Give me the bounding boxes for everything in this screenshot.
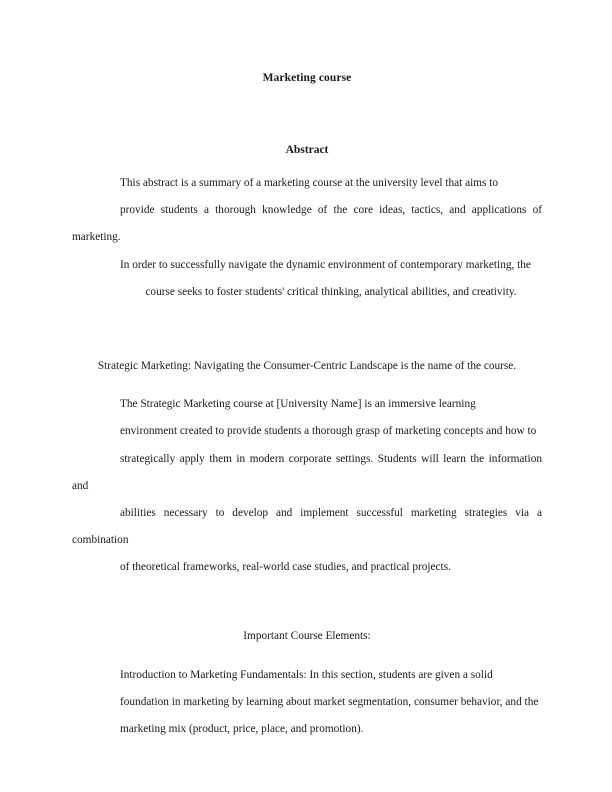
spacer-after-elements-heading (72, 650, 542, 662)
course-description-line-5: of theoretical frameworks, real-world case studies, and practical projects. (120, 561, 451, 574)
abstract-line-2: provide students a thorough knowledge of the core ideas, tactics, and applications of marketing. (72, 204, 542, 244)
course-title-paragraph (72, 353, 542, 380)
course-elements-line-2: foundation in marketing by learning about market segmentation, consumer behavior, and the (120, 696, 539, 709)
document-body (72, 0, 542, 743)
course-description-line-1: The Strategic Marketing course at [University Name] is an immersive learning (120, 398, 476, 411)
abstract-line-1: This abstract is a summary of a marketing course at the university level that aims to (120, 177, 499, 189)
section-heading-course-elements: Important Course Elements: (243, 629, 371, 642)
spacer-after-abstract-heading (72, 157, 542, 170)
course-elements-line-3: marketing mix (product, price, place, and promotion). (120, 723, 364, 736)
page-title: Marketing course (262, 72, 352, 84)
course-description-line-4: abilities necessary to develop and implement successful marketing strategies via a combination (72, 507, 542, 547)
abstract-paragraph (72, 170, 542, 306)
course-title-line-1: Strategic Marketing: Navigating the Consumer-Centric Landscape is the name of the (97, 360, 481, 373)
course-description-line-3: strategically apply them in modern corporate settings. Students will learn the information and (72, 452, 542, 492)
course-description-line-2: environment created to provide students a thorough grasp of marketing concepts and how to (120, 425, 537, 438)
course-elements-paragraph (72, 662, 542, 744)
spacer-after-course-title (72, 380, 542, 391)
course-title-line-2: course. (483, 360, 517, 373)
course-elements-line-1: Introduction to Marketing Fundamentals: In this section, students are given a solid (120, 668, 493, 681)
abstract-line-4: course seeks to foster students' critical thinking, analytical abilities, and creativity. (145, 285, 517, 298)
section-heading-abstract: Abstract (285, 144, 329, 156)
spacer-before-elements (72, 582, 542, 623)
course-description-paragraph (72, 391, 542, 581)
abstract-line-3: In order to successfully navigate the dynamic environment of contemporary marketing, the (120, 258, 531, 271)
spacer-after-abstract (72, 306, 542, 353)
